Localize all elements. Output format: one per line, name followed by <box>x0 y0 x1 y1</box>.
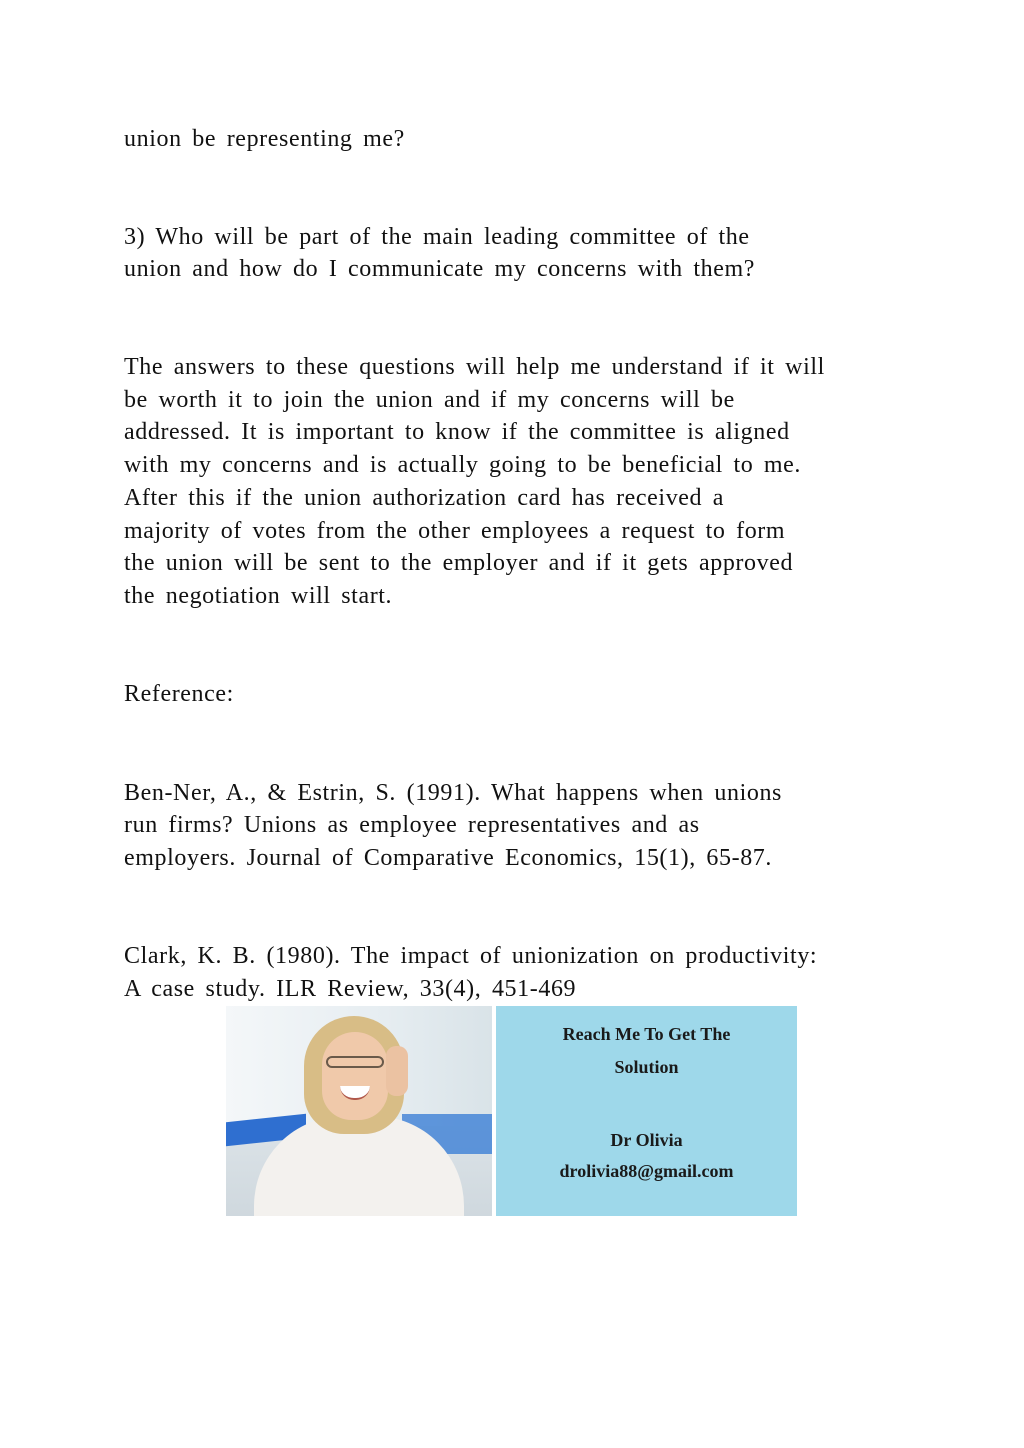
paragraph-line: with my concerns and is actually going to be beneficial to me. <box>124 452 802 478</box>
promo-subheading: Solution <box>614 1057 679 1077</box>
paragraph-line: majority of votes from the other employees a request to form <box>124 518 786 544</box>
text-line: union and how do I communicate my concerns with them? <box>124 256 755 282</box>
woman-photo <box>226 1006 492 1216</box>
reference-heading: Reference: <box>124 681 234 707</box>
reference-entry: Clark, K. B. (1980). The impact of unionization on productivity: <box>124 943 818 969</box>
question-3: 3) Who will be part of the main leading committee of the <box>124 224 750 250</box>
paragraph-line: be worth it to join the union and if my concerns will be <box>124 387 735 413</box>
reference-entry: employers. Journal of Comparative Economics, 15(1), 65-87. <box>124 845 772 871</box>
promo-banner <box>226 1006 797 1216</box>
paragraph-line: addressed. It is important to know if the committee is aligned <box>124 419 790 445</box>
reference-entry: Ben-Ner, A., & Estrin, S. (1991). What happens when unions <box>124 780 782 806</box>
promo-heading: Reach Me To Get The <box>562 1024 731 1044</box>
text-line: union be representing me? <box>124 126 405 152</box>
paragraph-line: After this if the union authorization card has received a <box>124 485 724 511</box>
paragraph-line: The answers to these questions will help me understand if it will <box>124 354 825 380</box>
reference-entry: A case study. ILR Review, 33(4), 451-469 <box>124 976 577 1002</box>
contact-name: Dr Olivia <box>610 1130 683 1150</box>
contact-email: drolivia88@gmail.com <box>559 1161 734 1181</box>
reference-entry: run firms? Unions as employee representatives and as <box>124 812 700 838</box>
contact-card <box>496 1006 797 1216</box>
paragraph-line: the negotiation will start. <box>124 583 393 609</box>
paragraph-line: the union will be sent to the employer and if it gets approved <box>124 550 794 576</box>
